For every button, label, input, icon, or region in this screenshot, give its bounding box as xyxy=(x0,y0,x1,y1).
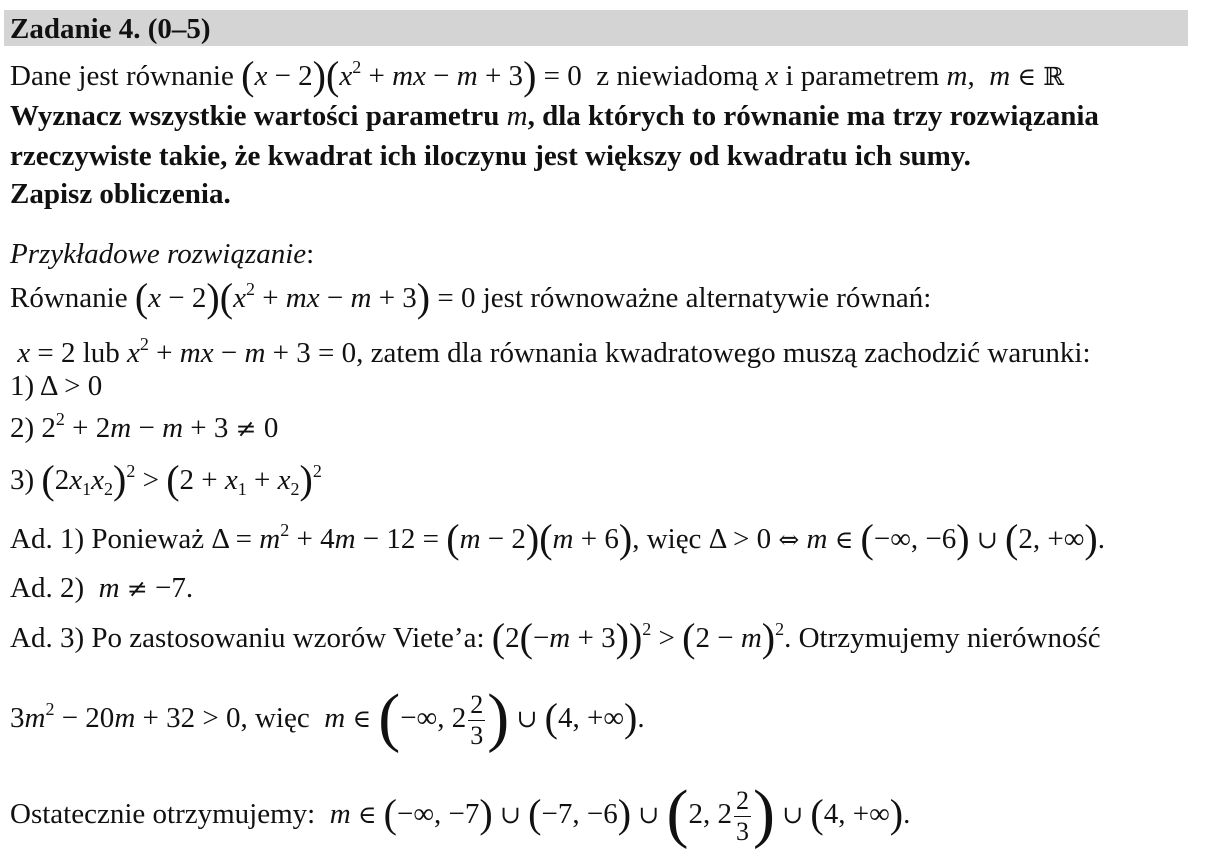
solution-text: , zatem dla równania kwadratowego muszą zachodzić warunki: xyxy=(356,337,1091,369)
solution-text: jest równoważne alternatywie równań: xyxy=(482,282,932,314)
ad-3-inequality: $3m^2 - 20m + 32 > 0$, więc m ∈ (−∞, 2 $\frac{2}{3}$ ) ∪ (4, +∞). xyxy=(10,681,645,755)
task-header xyxy=(4,10,1188,46)
condition-1: 1) Δ > 0 xyxy=(10,370,103,402)
ad-3: Ad. 3) Po zastosowaniu wzorów Viete’a: $(2(-m + 3))^2 > (2 - m)^2$. Otrzymujemy nierówność xyxy=(10,615,1101,660)
solution-text: Równanie xyxy=(10,282,128,314)
task-line-4: Zapisz obliczenia. xyxy=(10,178,231,210)
task-text: Wyznacz wszystkie wartości parametru xyxy=(10,100,500,132)
ad-1: Ad. 1) Ponieważ $\Delta = m^2 + 4m - 12 = (m - 2)(m + 6)$, więc Δ > 0 ⇔ m ∈ (−∞, −6) ∪ (2, +∞). xyxy=(10,516,1105,561)
task-text: Dane jest równanie xyxy=(10,60,234,92)
task-line-3: rzeczywiste takie, że kwadrat ich iloczynu jest większy od kwadratu ich sumy. xyxy=(10,140,971,172)
task-line-1: Dane jest równanie $(x - 2)(x^2$ + mx − m + 3) = 0 z niewiadomą x i parametrem m, m ∈ ℝ xyxy=(10,53,1064,98)
solution-heading: Przykładowe rozwiązanie: xyxy=(10,238,315,270)
condition-2: 2) $2^2 + 2m - m + 3 \ne 0$ xyxy=(10,409,279,444)
task-title: Zadanie 4. (0–5) xyxy=(10,13,211,45)
task-text: i parametrem xyxy=(785,60,940,92)
final-answer: Ostatecznie otrzymujemy: m ∈ (−∞, −7) ∪ (−7, −6) ∪ (2, 2 $\frac{2}{3}$ ) ∪ (4, +∞). xyxy=(10,777,911,851)
task-text: z niewiadomą xyxy=(596,60,759,92)
ad-2: Ad. 2) m ≠ −7. xyxy=(10,572,194,604)
condition-3: 3) $(2x_1x_2)^2 > (2 + x_1 + x_2)^2$ xyxy=(10,457,322,502)
solution-line-2: x = 2 lub $x^2$ + mx − m + 3 = 0, zatem dla równania kwadratowego muszą zachodzić warunki: xyxy=(17,334,1091,369)
task-line-2: Wyznacz wszystkie wartości parametru m, dla których to równanie ma trzy rozwiązania xyxy=(10,100,1099,132)
solution-line-1: Równanie $(x - 2)(x^2$ + mx − m + 3) = 0 jest równoważne alternatywie równań: xyxy=(10,275,932,320)
task-text: , dla których to równanie ma trzy rozwiązania xyxy=(527,100,1099,132)
